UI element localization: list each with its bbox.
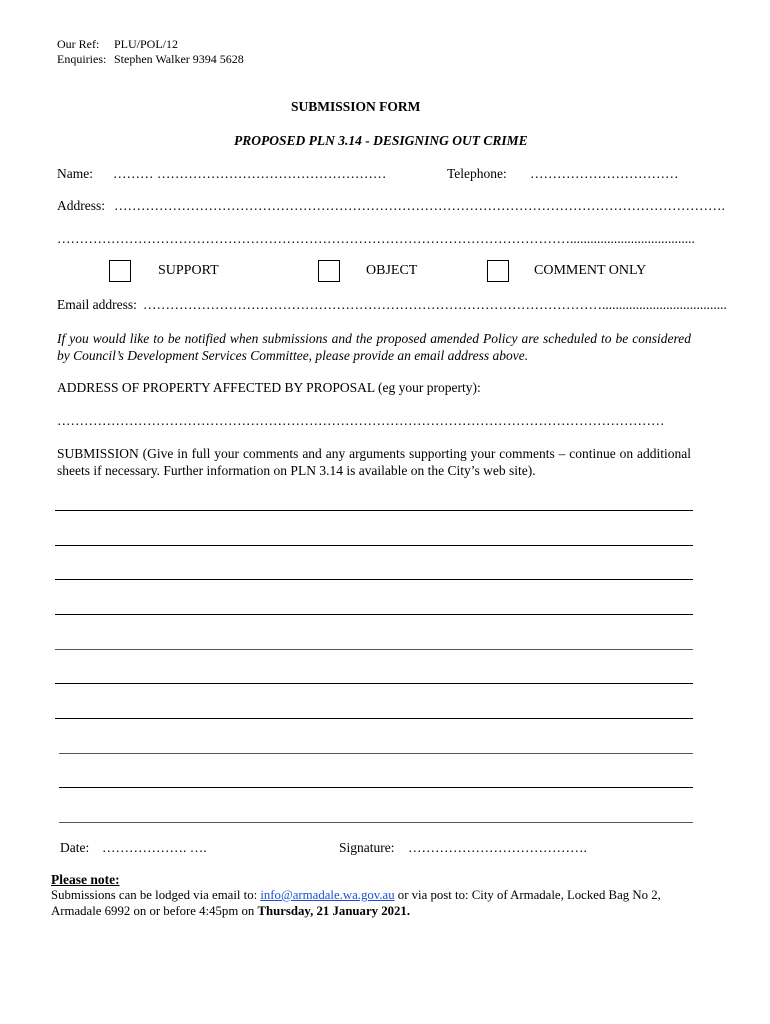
signature-field[interactable]: …………………………………. <box>408 840 587 855</box>
property-label: ADDRESS OF PROPERTY AFFECTED BY PROPOSAL (eg your property): <box>57 380 481 395</box>
submission-line[interactable] <box>55 614 693 615</box>
submission-line[interactable] <box>55 545 693 546</box>
notify-paragraph: If you would like to be notified when submissions and the proposed amended Policy are scheduled to be considered by Council’s Development Services Committee, please provide an email address above. <box>57 331 691 363</box>
name-label: Name: <box>57 166 93 181</box>
our-ref-value: PLU/POL/12 <box>114 37 179 51</box>
object-checkbox[interactable] <box>318 260 340 282</box>
telephone-label: Telephone: <box>447 166 507 181</box>
property-field[interactable]: ……………………………………………………………………………………………………………………… <box>57 413 665 428</box>
comment-only-label: COMMENT ONLY <box>534 263 647 278</box>
support-label: SUPPORT <box>158 263 219 278</box>
email-link[interactable]: info@armadale.wa.gov.au <box>260 888 395 902</box>
email-field[interactable]: …………………………………………………………………………………………..................................... <box>143 297 727 312</box>
name-field[interactable]: ……… …………………………………………… <box>113 166 387 181</box>
our-ref-label: Our Ref: <box>57 37 100 51</box>
object-label: OBJECT <box>366 263 418 278</box>
submission-paragraph: SUBMISSION (Give in full your comments and any arguments supporting your comments – continue on additional sheets if necessary. Further information on PLN 3.14 is available on the City’s web site). <box>57 446 691 478</box>
support-checkbox[interactable] <box>109 260 131 282</box>
address-field-line-1[interactable]: ………………………………………………………………………………………………………………………. <box>114 198 725 213</box>
note-heading: Please note: <box>51 872 120 887</box>
address-field-line-2[interactable]: ……………………………………………………………………………………………………..................................... <box>57 231 695 246</box>
note-line-1-prefix: Submissions can be lodged via email to: <box>51 888 261 902</box>
comment-only-checkbox[interactable] <box>487 260 509 282</box>
submission-line[interactable] <box>55 649 693 650</box>
submission-line[interactable] <box>55 510 693 511</box>
submission-line[interactable] <box>59 787 693 788</box>
form-subtitle: PROPOSED PLN 3.14 - DESIGNING OUT CRIME <box>234 133 528 148</box>
submission-line[interactable] <box>59 753 693 754</box>
submission-line[interactable] <box>55 683 693 684</box>
note-line-2-prefix: Armadale 6992 on or before 4:45pm on <box>51 904 258 918</box>
enquiries-value: Stephen Walker 9394 5628 <box>114 52 244 66</box>
form-title: SUBMISSION FORM <box>291 99 421 114</box>
enquiries-label: Enquiries: <box>57 52 107 66</box>
note-line-1-suffix: or via post to: City of Armadale, Locked Bag No 2, <box>394 888 661 902</box>
date-label: Date: <box>60 840 90 855</box>
address-label: Address: <box>57 198 105 213</box>
submission-line[interactable] <box>55 718 693 719</box>
telephone-field[interactable]: …………………………… <box>530 166 679 181</box>
submission-line[interactable] <box>55 579 693 580</box>
signature-label: Signature: <box>339 840 395 855</box>
deadline-date: Thursday, 21 January 2021. <box>257 904 411 918</box>
note-line-2 <box>51 904 410 919</box>
note-line-1 <box>51 888 661 903</box>
email-label: Email address: <box>57 297 137 312</box>
date-field[interactable]: ………………. …. <box>102 840 207 855</box>
submission-line[interactable] <box>59 822 693 823</box>
